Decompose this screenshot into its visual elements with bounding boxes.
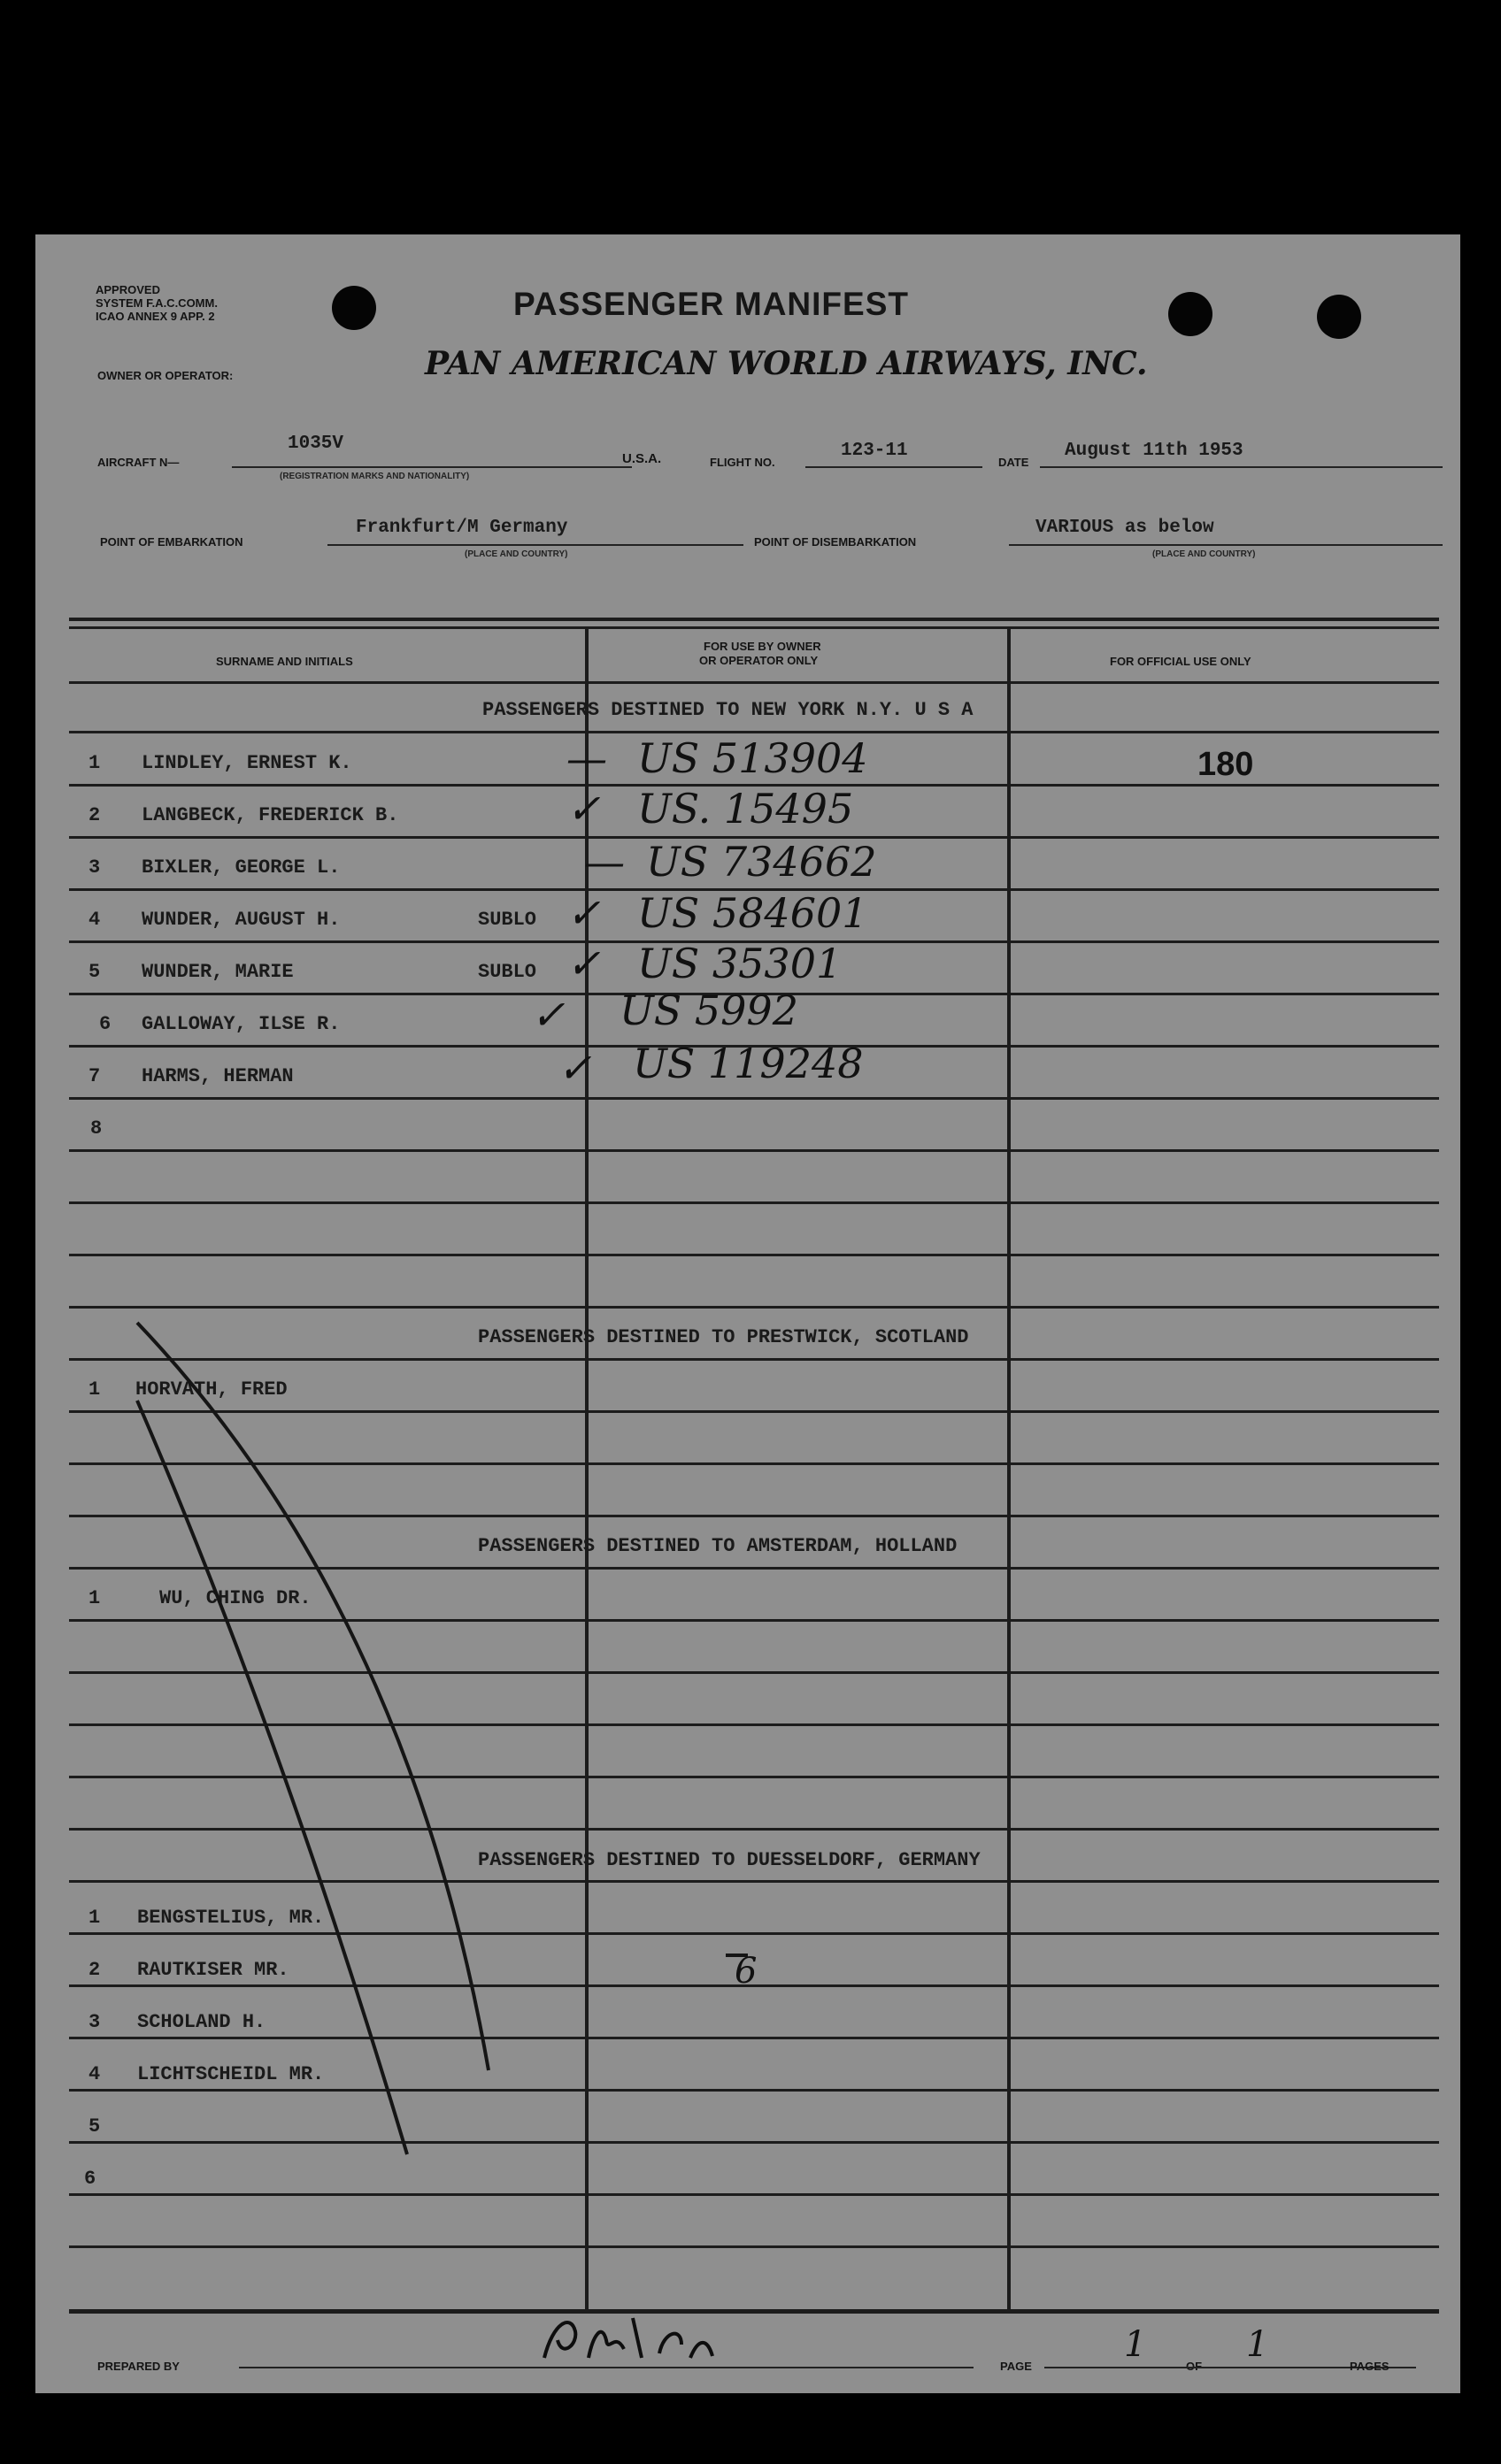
document-number: US. 15495 <box>637 785 854 833</box>
date-label: DATE <box>998 456 1029 469</box>
approval-line-1: APPROVED <box>96 283 160 296</box>
document-number: US 513904 <box>637 734 868 782</box>
document-number: US 35301 <box>637 940 843 987</box>
column-header-operator-2: OR OPERATOR ONLY <box>699 654 819 667</box>
row-number: 4 <box>89 2063 101 2085</box>
column-header-operator-1: FOR USE BY OWNER <box>704 640 821 653</box>
check-mark: — <box>584 838 625 886</box>
official-use-note: 180 <box>1197 746 1254 783</box>
passenger-name: HORVATH, FRED <box>135 1378 288 1401</box>
passenger-note: SUBLO <box>478 961 537 983</box>
section-heading-duesseldorf: PASSENGERS DESTINED TO DUESSELDORF, GERMANY <box>478 1849 981 1871</box>
of-value: 1 <box>1246 2324 1269 2365</box>
embarkation-value: Frankfurt/M Germany <box>356 518 568 538</box>
passenger-name: RAUTKISER MR. <box>137 1959 289 1981</box>
column-header-name: SURNAME AND INITIALS <box>216 655 353 668</box>
flight-label: FLIGHT NO. <box>710 456 775 469</box>
prepared-by-underline <box>239 2367 974 2368</box>
column-header-official: FOR OFFICIAL USE ONLY <box>1110 655 1251 668</box>
pages-label: PAGES <box>1350 2360 1389 2373</box>
check-mark: — <box>566 734 607 782</box>
section-heading-amsterdam: PASSENGERS DESTINED TO AMSTERDAM, HOLLAND <box>478 1535 958 1557</box>
prepared-by-label: PREPARED BY <box>97 2360 180 2373</box>
aircraft-sublabel: (REGISTRATION MARKS AND NATIONALITY) <box>280 472 470 481</box>
passenger-note: SUBLO <box>478 909 537 931</box>
approval-line-2: SYSTEM F.A.C.COMM. <box>96 296 218 310</box>
document-number: US 5992 <box>620 986 798 1034</box>
embarkation-label: POINT OF EMBARKATION <box>100 535 243 549</box>
page-value: 1 <box>1124 2324 1147 2365</box>
check-mark: ✓ <box>566 785 601 833</box>
row-number: 1 <box>89 1907 101 1929</box>
date-value: August 11th 1953 <box>1065 441 1243 461</box>
check-mark: ✓ <box>531 991 566 1039</box>
page-label: PAGE <box>1000 2360 1032 2373</box>
embarkation-sublabel: (PLACE AND COUNTRY) <box>465 549 568 559</box>
passenger-name: LINDLEY, ERNEST K. <box>142 752 352 774</box>
check-mark: ✓ <box>566 889 601 937</box>
row-number: 3 <box>89 856 101 879</box>
passenger-name: LICHTSCHEIDL MR. <box>137 2063 325 2085</box>
row-number: 5 <box>89 961 101 983</box>
row-number: 8 <box>90 1117 103 1140</box>
diagonal-cancel-strokes <box>35 234 1460 2393</box>
passenger-name: SCHOLAND H. <box>137 2011 266 2033</box>
signature <box>509 2305 757 2380</box>
aircraft-value: 1035V <box>288 434 344 454</box>
passenger-name: BENGSTELIUS, MR. <box>137 1907 325 1929</box>
row-number: 6 <box>84 2168 96 2190</box>
approval-line-3: ICAO ANNEX 9 APP. 2 <box>96 310 215 323</box>
passenger-name: BIXLER, GEORGE L. <box>142 856 341 879</box>
aircraft-label: AIRCRAFT N— <box>97 456 180 469</box>
disembarkation-value: VARIOUS as below <box>1035 518 1214 538</box>
row-number: 2 <box>89 804 101 826</box>
check-mark: ✓ <box>566 940 601 987</box>
row-number: 6 <box>99 1013 112 1035</box>
section-heading-new-york: PASSENGERS DESTINED TO NEW YORK N.Y. U S A <box>482 699 974 721</box>
passenger-name: WUNDER, MARIE <box>142 961 294 983</box>
passenger-name: WU, CHING DR. <box>159 1587 312 1609</box>
document-number: US 734662 <box>646 838 877 886</box>
row-number: 7 <box>89 1065 101 1087</box>
passenger-name: WUNDER, AUGUST H. <box>142 909 341 931</box>
owner-label: OWNER OR OPERATOR: <box>97 369 234 382</box>
passenger-name: GALLOWAY, ILSE R. <box>142 1013 341 1035</box>
flight-value: 123-11 <box>841 441 908 461</box>
row-number: 1 <box>89 1378 101 1401</box>
passenger-name: LANGBECK, FREDERICK B. <box>142 804 399 826</box>
usa-label: U.S.A. <box>622 451 662 466</box>
disembarkation-label: POINT OF DISEMBARKATION <box>754 535 917 549</box>
section-heading-prestwick: PASSENGERS DESTINED TO PRESTWICK, SCOTLAND <box>478 1326 969 1348</box>
row-number: 1 <box>89 1587 101 1609</box>
row-number: 3 <box>89 2011 101 2033</box>
document-number: US 584601 <box>637 889 868 937</box>
row-number: 2 <box>89 1959 101 1981</box>
operator-name: PAN AMERICAN WORLD AIRWAYS, INC. <box>425 345 1148 382</box>
row-number: 5 <box>89 2115 101 2138</box>
row-number: 1 <box>89 752 101 774</box>
group-count-note: 6 <box>735 1951 758 1992</box>
document-number: US 119248 <box>633 1040 864 1087</box>
check-mark: ✓ <box>558 1044 592 1092</box>
page-title: PASSENGER MANIFEST <box>513 286 909 322</box>
manifest-sheet <box>35 234 1460 2393</box>
row-number: 4 <box>89 909 101 931</box>
disembarkation-sublabel: (PLACE AND COUNTRY) <box>1152 549 1256 559</box>
passenger-name: HARMS, HERMAN <box>142 1065 294 1087</box>
